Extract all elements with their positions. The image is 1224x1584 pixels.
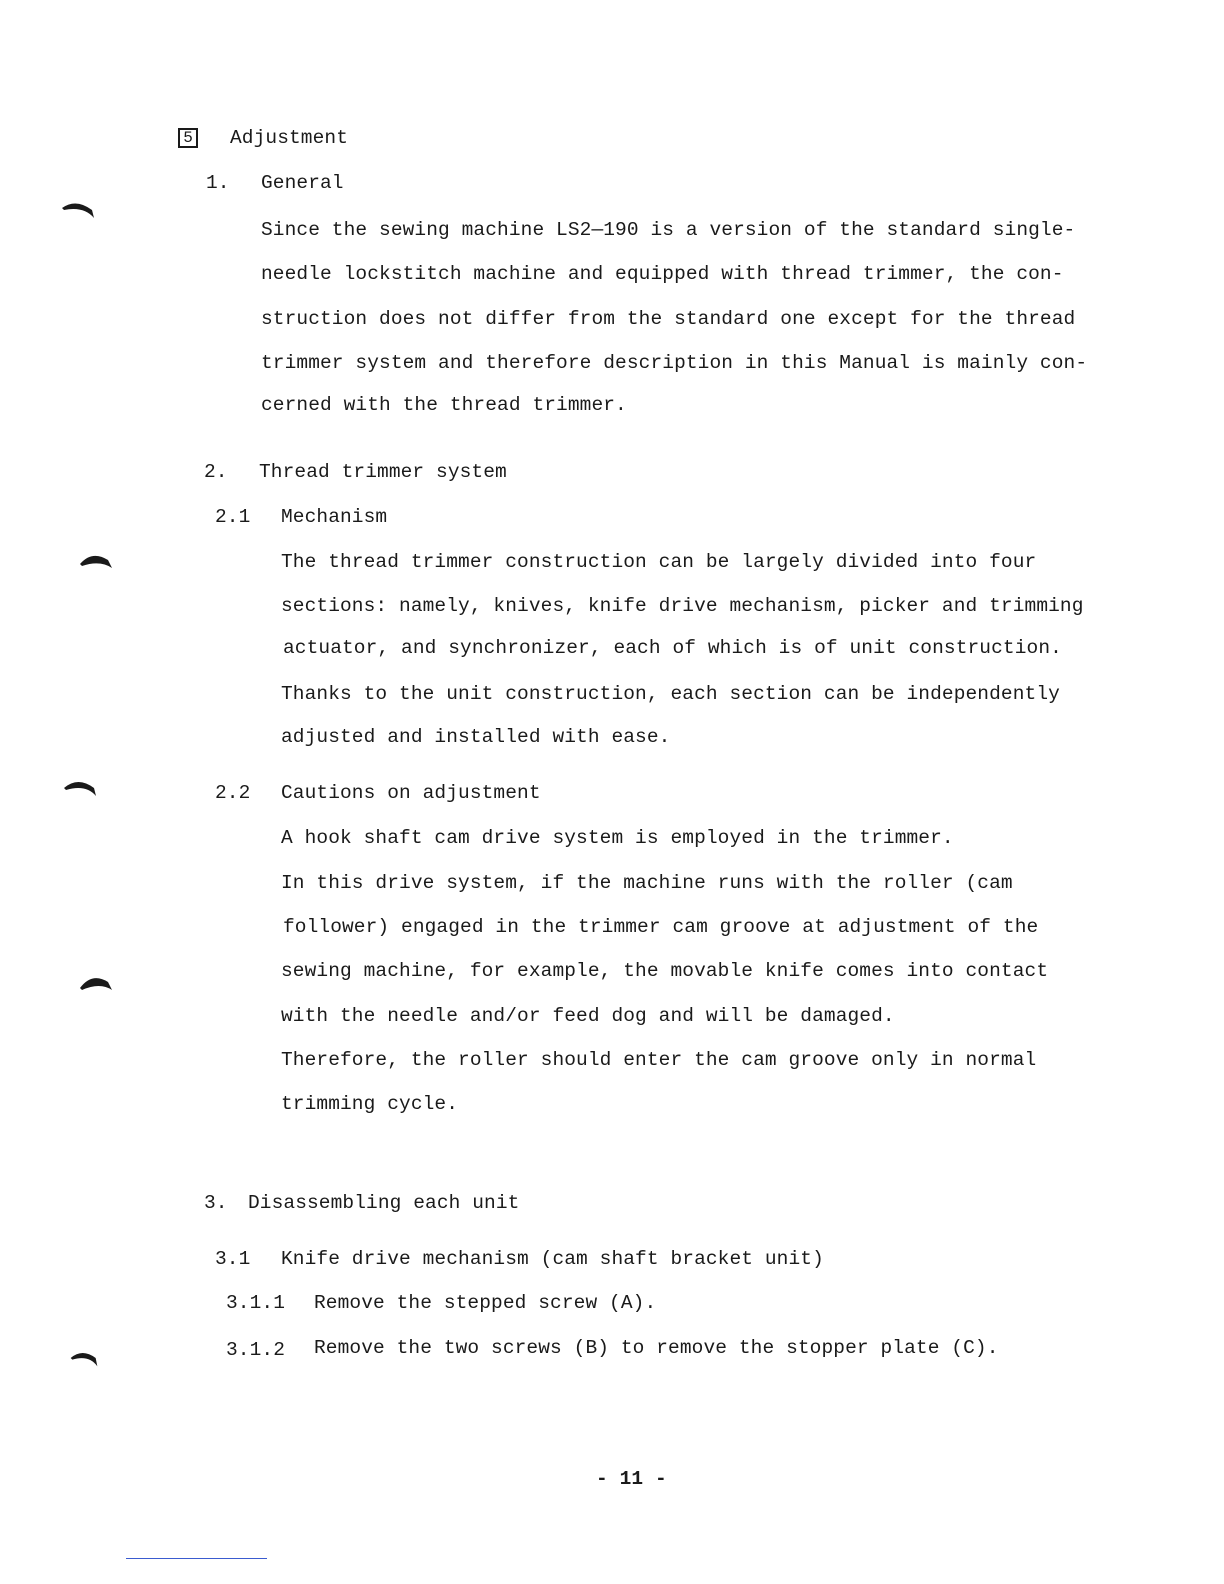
heading-disassembling: Disassembling each unit [248, 1192, 520, 1214]
paragraph-line: sewing machine, for example, the movable knife comes into contact [281, 960, 1049, 982]
page-number: - 11 - [596, 1468, 667, 1490]
subheading-mechanism: Mechanism [281, 506, 388, 528]
paragraph-line: follower) engaged in the trimmer cam groove at adjustment of the [283, 916, 1039, 938]
binder-mark-icon [62, 778, 98, 798]
paragraph-line: struction does not differ from the standard one except for the thread [261, 308, 1076, 330]
subheading-knife-drive: Knife drive mechanism (cam shaft bracket unit) [281, 1248, 824, 1270]
binder-mark-icon [60, 200, 96, 220]
subheading-number: 2.2 [215, 782, 251, 804]
paragraph-line: The thread trimmer construction can be largely divided into four [281, 551, 1037, 573]
paragraph-line: A hook shaft cam drive system is employed in the trimmer. [281, 827, 954, 849]
heading-number: 3. [204, 1192, 228, 1214]
paragraph-line: Thanks to the unit construction, each section can be independently [281, 683, 1060, 705]
heading-general: General [261, 172, 344, 194]
heading-thread-trimmer-system: Thread trimmer system [259, 461, 507, 483]
paragraph-line: Since the sewing machine LS2—190 is a version of the standard single- [261, 219, 1076, 241]
paragraph-line: In this drive system, if the machine runs with the roller (cam [281, 872, 1013, 894]
paragraph-line: adjusted and installed with ease. [281, 726, 671, 748]
footer-divider [126, 1558, 267, 1559]
section-title: Adjustment [230, 127, 349, 149]
paragraph-line: actuator, and synchronizer, each of which is of unit construction. [283, 637, 1062, 659]
binder-mark-icon [66, 1348, 102, 1368]
binder-mark-icon [78, 552, 114, 572]
paragraph-line: cerned with the thread trimmer. [261, 394, 627, 416]
step-text: Remove the two screws (B) to remove the stopper plate (C). [314, 1337, 999, 1359]
paragraph-line: trimmer system and therefore description in this Manual is mainly con- [261, 352, 1088, 374]
subheading-cautions: Cautions on adjustment [281, 782, 541, 804]
paragraph-line: trimming cycle. [281, 1093, 459, 1115]
heading-number: 2. [204, 461, 228, 483]
paragraph-line: sections: namely, knives, knife drive mechanism, picker and trimming [281, 595, 1084, 617]
step-number: 3.1.2 [226, 1339, 286, 1361]
paragraph-line: needle lockstitch machine and equipped with thread trimmer, the con- [261, 263, 1064, 285]
paragraph-line: Therefore, the roller should enter the cam groove only in normal [281, 1049, 1037, 1071]
heading-number: 1. [206, 172, 230, 194]
subheading-number: 2.1 [215, 506, 251, 528]
step-number: 3.1.1 [226, 1292, 286, 1314]
section-number-box: 5 [178, 128, 198, 148]
paragraph-line: with the needle and/or feed dog and will be damaged. [281, 1005, 895, 1027]
subheading-number: 3.1 [215, 1248, 251, 1270]
step-text: Remove the stepped screw (A). [314, 1292, 657, 1314]
binder-mark-icon [78, 974, 114, 994]
